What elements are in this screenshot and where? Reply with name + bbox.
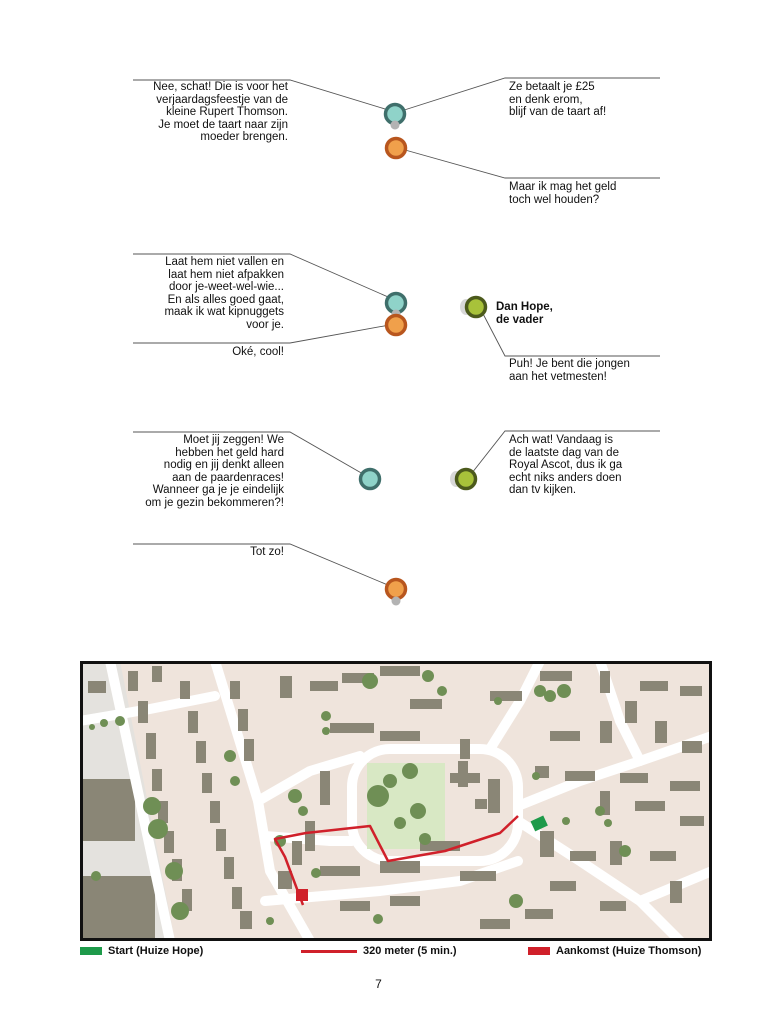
connector-line xyxy=(398,148,660,178)
dialogue-mother-3: Laat hem niet vallen en laat hem niet afpakken door je-weet-wel-wie... En als alles goed gaat, maak ik wat kipnuggets voor je. xyxy=(164,256,284,331)
legend-arrival-label: Aankomst (Huize Thomson) xyxy=(556,945,702,957)
character-marker-orange xyxy=(387,580,406,606)
dialogue-son-1: Maar ik mag het geld toch wel houden? xyxy=(509,181,617,206)
legend-route-label: 320 meter (5 min.) xyxy=(363,945,457,957)
start-swatch xyxy=(80,947,102,955)
character-name-father: Dan Hope, de vader xyxy=(496,301,553,326)
legend-arrival xyxy=(528,944,701,958)
legend-start-label: Start (Huize Hope) xyxy=(108,945,204,957)
dialogue-mother-4: Moet jij zeggen! We hebben het geld hard nodig en jij denkt alleen aan de paardenraces! Wanneer ga je je eindelijk om je gezin bekommeren?! xyxy=(145,434,284,509)
route-swatch xyxy=(301,950,357,953)
character-marker-orange xyxy=(387,316,406,335)
neighbourhood-map xyxy=(80,661,712,941)
character-marker-olive xyxy=(460,298,486,317)
legend-start xyxy=(80,944,203,958)
legend-route xyxy=(301,944,457,958)
arrival-swatch xyxy=(528,947,550,955)
dialogue-mother-1: Nee, schat! Die is voor het verjaardagsfeestje van de kleine Rupert Thomson. Je moet de taart naar zijn moeder brengen. xyxy=(153,81,288,143)
dialogue-son-2: Oké, cool! xyxy=(232,346,284,358)
dialogue-father-2: Ach wat! Vandaag is de laatste dag van de Royal Ascot, dus ik ga echt niks anders doen dan tv kijken. xyxy=(509,434,623,496)
character-marker-orange xyxy=(387,139,406,158)
page-number: 7 xyxy=(375,977,382,991)
dialogue-father-1: Puh! Je bent die jongen aan het vetmesten! xyxy=(509,358,630,383)
character-marker-olive xyxy=(450,470,476,489)
dialogue-mother-2: Ze betaalt je £25 en denk erom, blijf van de taart af! xyxy=(509,81,607,118)
character-marker-teal xyxy=(361,470,380,489)
character-marker-teal xyxy=(386,105,405,130)
dialogue-son-3: Tot zo! xyxy=(250,546,284,558)
